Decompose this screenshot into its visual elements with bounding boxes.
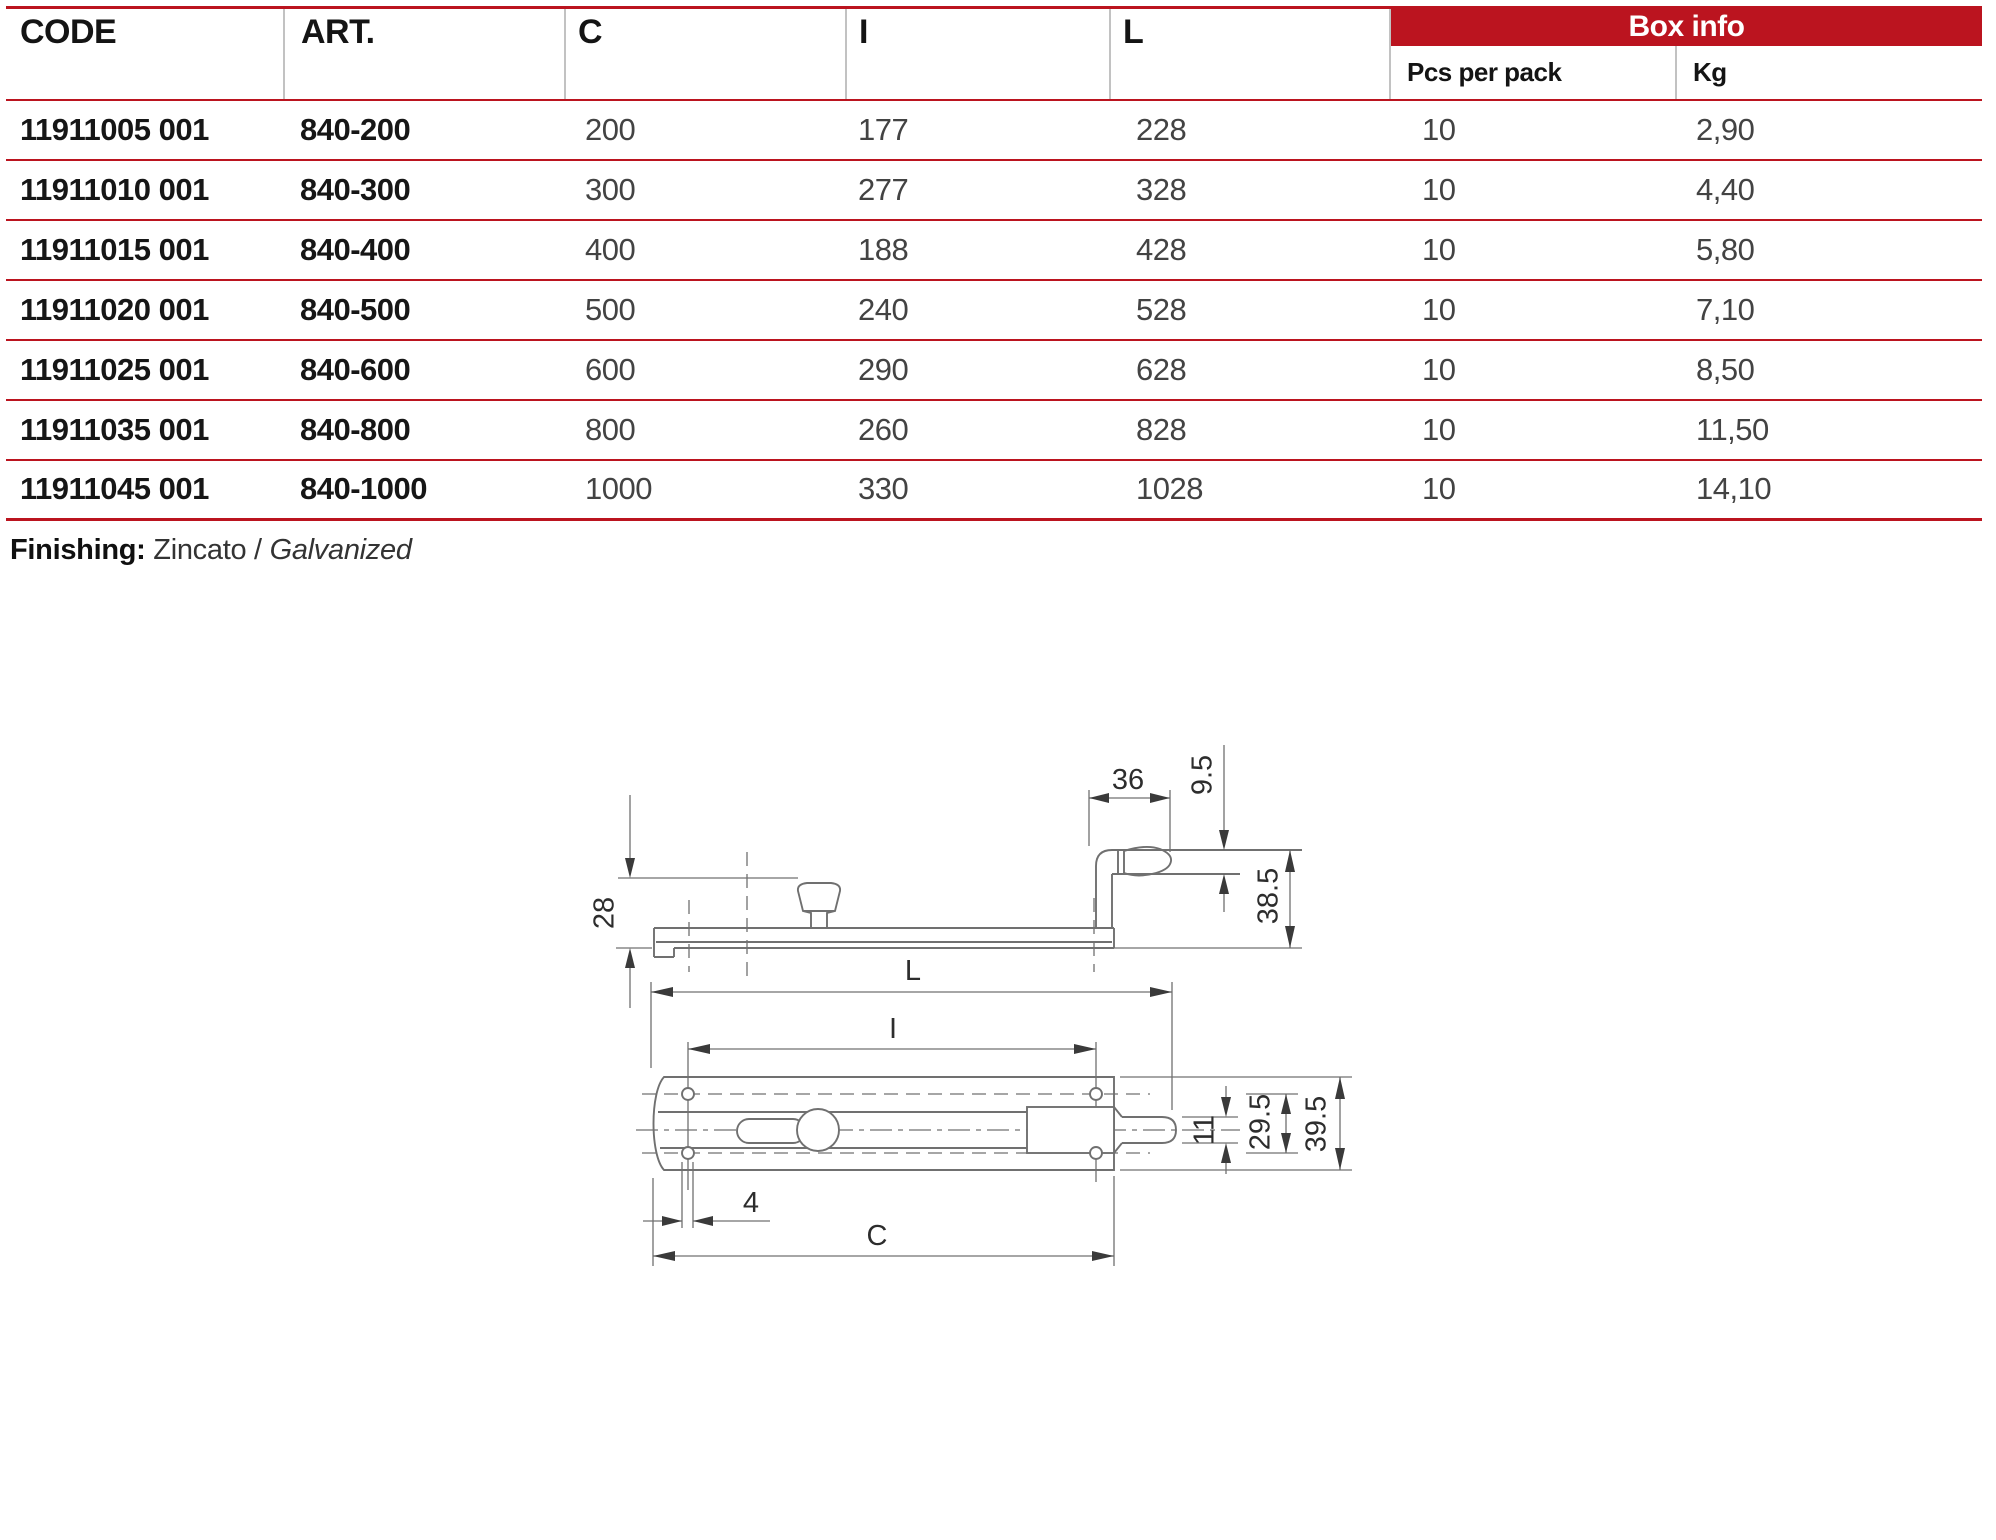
finishing-value: Zincato / [153,534,262,566]
dim-39-5-label: 39.5 [1300,1095,1333,1153]
cell-i: 240 [846,280,1110,340]
cell-pcs: 10 [1390,160,1676,220]
dim-L-label: L [904,955,922,987]
cell-art: 840-400 [284,220,565,280]
cell-i: 277 [846,160,1110,220]
cell-pcs: 10 [1390,100,1676,160]
cell-i: 290 [846,340,1110,400]
cell-l: 228 [1110,100,1390,160]
box-info-banner: Box info [1390,8,1982,46]
dim-11-label: 11 [1188,1114,1221,1146]
dim-28-arrow-top [625,858,635,878]
cell-i: 177 [846,100,1110,160]
cell-i: 330 [858,471,909,507]
cell-code: 11911035 001 [6,400,284,460]
dim-L-arrow-right [1150,987,1172,997]
dim-11-arrow-bottom [1221,1143,1231,1163]
dim-38-5-label: 38.5 [1252,867,1285,925]
plan-view-slot [737,1119,805,1143]
cell-i: 260 [846,400,1110,460]
cell-code: 11911005 001 [6,100,284,160]
table-row [6,340,1982,400]
header-row-main [6,8,1982,46]
cell-l: 528 [1110,280,1390,340]
dim-C-arrow-right [1092,1251,1114,1261]
cell-art: 840-600 [284,340,565,400]
cell-c: 1000 [585,471,652,507]
cell-kg: 5,80 [1676,220,1982,280]
cell-code: 11911010 001 [6,160,284,220]
cell-pcs: 10 [1390,340,1676,400]
col-header-i: I [846,8,1110,100]
plan-view-knob-circle [797,1109,839,1151]
dim-C-arrow-left [653,1251,675,1261]
dim-29-5-arrow-top [1281,1094,1291,1114]
table-row [6,460,1982,520]
dim-29-5-label: 29.5 [1244,1093,1277,1151]
cell-c: 400 [565,220,846,280]
product-table [6,6,1982,521]
dim-38-5-arrow-bottom [1285,926,1295,948]
dim-9-5-arrow-top [1219,830,1229,850]
cell-code: 11911020 001 [6,280,284,340]
cell-art: 840-500 [284,280,565,340]
dim-39-5-arrow-bottom [1335,1148,1345,1170]
cell-art: 840-300 [284,160,565,220]
cell-kg: 4,40 [1676,160,1982,220]
cell-art: 840-1000 [300,471,428,507]
cell-c: 300 [565,160,846,220]
side-view [589,745,1302,1008]
cell-l: 328 [1110,160,1390,220]
cell-pcs: 10 [1390,400,1676,460]
spec-table-container [6,6,1982,521]
side-view-knob [798,883,840,928]
cell-kg: 2,90 [1676,100,1982,160]
finishing-label: Finishing: [10,534,146,566]
dim-I-arrow-left [688,1044,710,1054]
dim-C-label: C [866,1220,888,1252]
dim-4-label: 4 [742,1187,760,1219]
cell-art: 840-800 [284,400,565,460]
cell-c: 200 [565,100,846,160]
table-row [6,160,1982,220]
screw-hole [1090,1088,1102,1100]
dim-I-arrow-right [1074,1044,1096,1054]
table-row [6,100,1982,160]
dim-29-5-arrow-bottom [1281,1133,1291,1153]
cell-pcs: 10 [1390,220,1676,280]
screw-hole [1090,1147,1102,1159]
finishing-value-english: Galvanized [269,534,412,566]
col-header-kg: Kg [1676,46,1982,100]
dim-28-lines [616,795,798,1008]
dim-4-arrow-right [693,1216,713,1226]
plan-view-housing [1027,1107,1114,1153]
side-view-centerlines [689,852,1094,978]
cell-l: 628 [1110,340,1390,400]
cell-kg: 11,50 [1676,400,1982,460]
cell-c: 600 [565,340,846,400]
dim-9-5-arrow-bottom [1219,874,1229,894]
cell-kg: 14,10 [1696,471,1772,507]
col-header-c: C [565,8,846,100]
cell-l: 828 [1110,400,1390,460]
dim-38-5-arrow-top [1285,850,1295,872]
table-row [6,400,1982,460]
dim-28-arrow-bottom [625,948,635,968]
col-header-pcs-per-pack: Pcs per pack [1390,46,1676,100]
dim-36-label: 36 [1111,764,1145,796]
dim-4-arrow-left [662,1216,682,1226]
cell-i: 188 [846,220,1110,280]
cell-c: 500 [565,280,846,340]
col-header-art: ART. [284,8,565,100]
dim-39-5-arrow-top [1335,1077,1345,1099]
cell-kg: 8,50 [1676,340,1982,400]
finishing-note [10,534,412,567]
cell-pcs: 10 [1390,280,1676,340]
dim-36-arrow-left [1089,793,1109,803]
dim-I-label: I [888,1013,898,1045]
side-view-handle [1124,847,1171,876]
dim-L-arrow-left [651,987,673,997]
cell-art: 840-200 [284,100,565,160]
table-row [6,220,1982,280]
col-header-l: L [1110,8,1390,100]
cell-code: 11911025 001 [6,340,284,400]
cell-code: 11911045 001 [20,471,209,507]
cell-kg: 7,10 [1676,280,1982,340]
side-view-plate [654,928,1114,957]
dim-28-label: 28 [588,896,621,930]
dim-9-5-label: 9.5 [1186,754,1219,796]
cell-code: 11911015 001 [6,220,284,280]
screw-hole [682,1088,694,1100]
cell-l: 1028 [1136,471,1203,507]
cell-c: 800 [565,400,846,460]
screw-hole [682,1147,694,1159]
cell-l: 428 [1110,220,1390,280]
table-row [6,280,1982,340]
dim-11-arrow-top [1221,1097,1231,1117]
cell-pcs: 10 [1422,471,1456,507]
col-header-code: CODE [6,8,284,100]
dim-36-arrow-right [1150,793,1170,803]
plan-view [636,955,1352,1266]
